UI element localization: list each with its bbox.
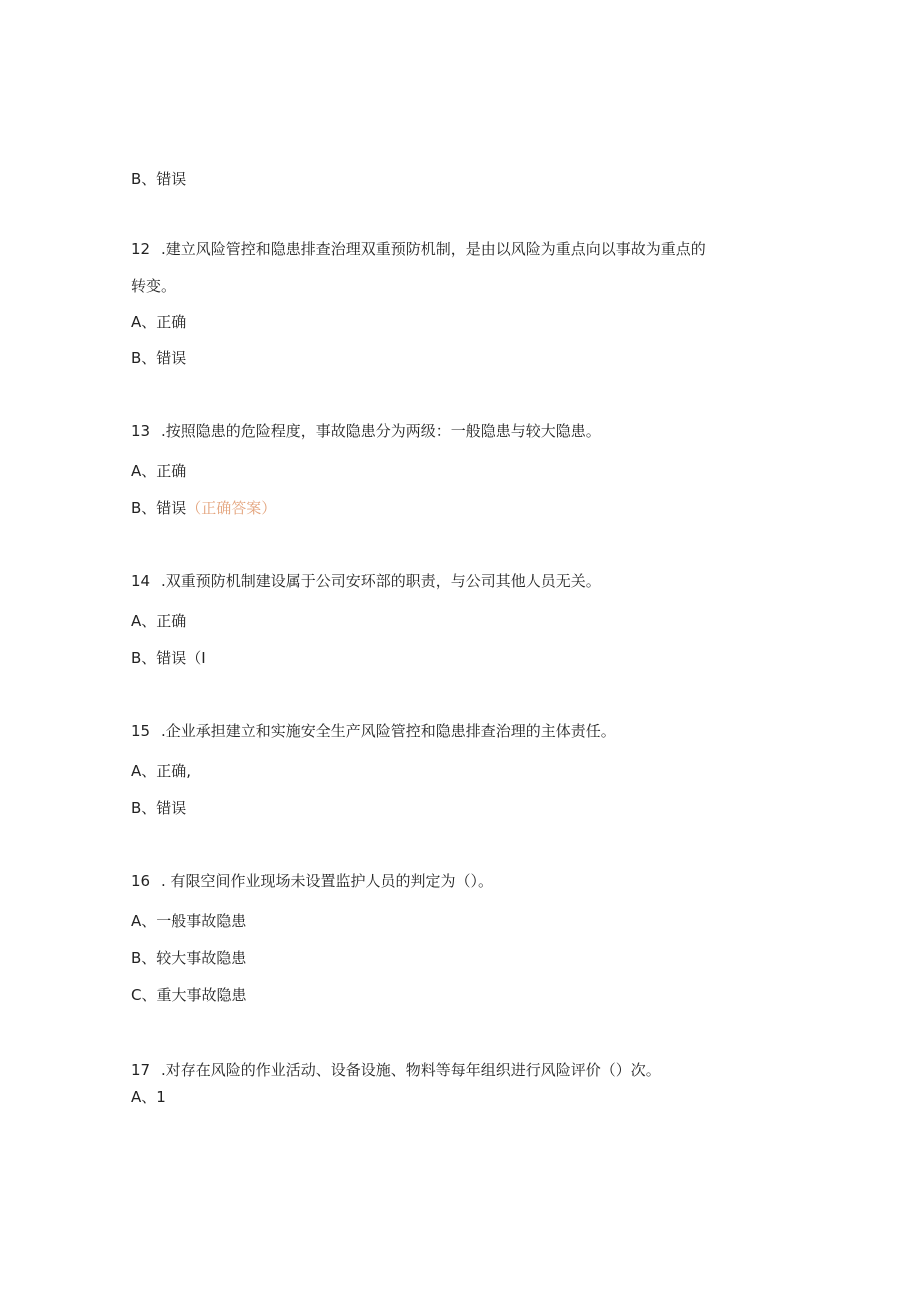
question-text: .双重预防机制建设属于公司安环部的职责，与公司其他人员无关。 [161, 572, 601, 590]
question-14 [131, 571, 601, 591]
question-text: .企业承担建立和实施安全生产风险管控和隐患排查治理的主体责任。 [161, 722, 616, 740]
question-12 [131, 239, 706, 259]
question-12-continuation: 转变。 [131, 277, 177, 295]
question-text: .对存在风险的作业活动、设备设施、物料等每年组织进行风险评价（）次。 [161, 1061, 661, 1079]
question-13 [131, 421, 601, 441]
option-a: A、正确 [131, 612, 187, 630]
question-15 [131, 721, 616, 741]
question-number: 13 [131, 422, 151, 440]
option-a: A、正确, [131, 762, 192, 780]
question-number: 14 [131, 572, 151, 590]
option-a: A、正确 [131, 462, 187, 480]
question-number: 16 [131, 872, 151, 890]
option-b: B、较大事故隐患 [131, 949, 247, 967]
question-number: 17 [131, 1061, 151, 1079]
question-text: . 有限空间作业现场未设置监护人员的判定为（）。 [161, 872, 494, 890]
option-b [131, 498, 276, 518]
option-b: B、错误（I [131, 649, 206, 667]
correct-answer-note: （正确答案） [186, 499, 277, 517]
question-number: 12 [131, 240, 151, 258]
option-a: A、正确 [131, 313, 187, 331]
question-text: .建立风险管控和隐患排查治理双重预防机制，是由以风险为重点向以事故为重点的 [161, 240, 706, 258]
option-b: B、错误 [131, 170, 187, 188]
question-text: .按照隐患的危险程度，事故隐患分为两级：一般隐患与较大隐患。 [161, 422, 601, 440]
option-b: B、错误 [131, 799, 187, 817]
question-17 [131, 1060, 661, 1080]
question-number: 15 [131, 722, 151, 740]
option-c: C、重大事故隐患 [131, 986, 247, 1004]
option-b: B、错误 [131, 349, 187, 367]
option-a: A、1 [131, 1088, 166, 1106]
question-16 [131, 871, 493, 891]
option-b-text: B、错误 [131, 499, 187, 517]
option-a: A、一般事故隐患 [131, 912, 247, 930]
